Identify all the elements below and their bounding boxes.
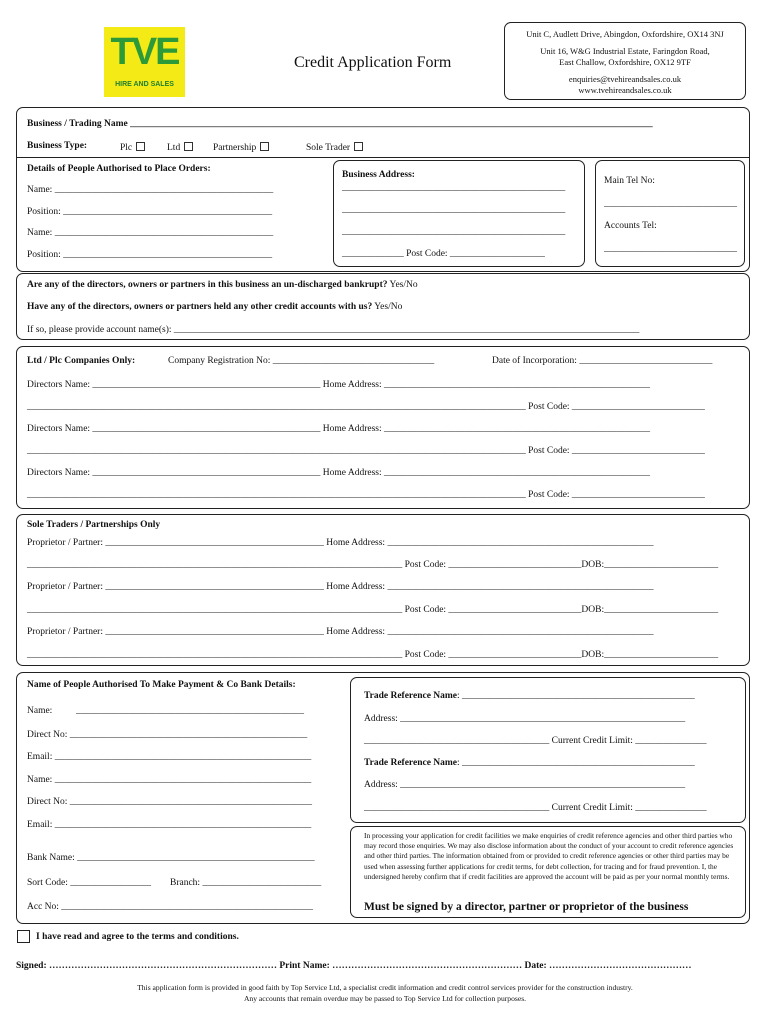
trade-ref-1-address[interactable]: Address: ____________________________________________________________ — [364, 714, 686, 724]
company-registration-field[interactable]: Company Registration No: __________________________________ — [168, 356, 435, 366]
type-plc-option[interactable] — [120, 142, 145, 154]
type-sole-trader-label: Sole Trader — [306, 143, 351, 153]
sole-traders-heading: Sole Traders / Partnerships Only — [27, 520, 161, 530]
address-line-1: Unit C, Audlett Drive, Abingdon, Oxfordshire, OX14 3NJ — [526, 29, 724, 39]
type-sole-trader-option[interactable] — [306, 142, 363, 154]
agree-checkbox[interactable] — [17, 930, 30, 943]
person-name-2[interactable]: Name: ______________________________________________ — [27, 228, 274, 238]
director-3-name[interactable]: Directors Name: ________________________________________________ Home Address: ________________________________________________________ — [27, 468, 651, 478]
person-position-2[interactable]: Position: ____________________________________________ — [27, 250, 273, 260]
proprietor-1-postcode[interactable]: _______________________________________________________________________________ Post Code: ____________________________DOB:________________________ — [27, 560, 719, 570]
bankrupt-question — [27, 281, 418, 291]
account-names-field[interactable]: If so, please provide account name(s): __________________________________________________________________________________________________ — [27, 325, 640, 335]
accounts-tel-field[interactable]: ____________________________ — [604, 244, 737, 254]
account-number-field[interactable]: Acc No: _____________________________________________________ — [27, 902, 314, 912]
incorporation-date-field[interactable]: Date of Incorporation: ____________________________ — [492, 356, 713, 366]
trade-ref-1-label: Trade Reference Name — [364, 691, 458, 701]
trade-ref-2-address[interactable]: Address: ____________________________________________________________ — [364, 780, 686, 790]
trade-ref-1-name[interactable] — [364, 692, 695, 702]
plc-checkbox[interactable] — [136, 142, 145, 151]
director-2-postcode[interactable]: _________________________________________________________________________________________________________ Post Code: ____________________________ — [27, 446, 705, 456]
prior-accounts-question — [27, 303, 402, 313]
payer-1-direct-no[interactable]: Direct No: __________________________________________________ — [27, 730, 308, 740]
bank-name-field[interactable]: Bank Name: __________________________________________________ — [27, 853, 315, 863]
signature-line[interactable]: Signed: ……………………………………………………………… Print Name: …………………………………………………… Date: ……………………………………… — [16, 961, 692, 971]
payer-1-email[interactable]: Email: ______________________________________________________ — [27, 752, 312, 762]
director-2-name[interactable]: Directors Name: ________________________________________________ Home Address: ________________________________________________________ — [27, 424, 651, 434]
trading-name-field[interactable]: Business / Trading Name ______________________________________________________________________________________________________________ — [27, 119, 653, 129]
business-address-line-1[interactable]: _______________________________________________ — [342, 183, 566, 193]
proprietor-3-postcode[interactable]: _______________________________________________________________________________ Post Code: ____________________________DOB:________________________ — [27, 650, 719, 660]
payment-heading: Name of People Authorised To Make Payment & Co Bank Details: — [27, 680, 296, 690]
proprietor-1-name[interactable]: Proprietor / Partner: ______________________________________________ Home Address: ________________________________________________________ — [27, 538, 654, 548]
footer-line-2: Any accounts that remain overdue may be passed to Top Service Ltd for collection purposes. — [243, 994, 527, 1003]
partnership-checkbox[interactable] — [260, 142, 269, 151]
director-3-postcode[interactable]: _________________________________________________________________________________________________________ Post Code: ____________________________ — [27, 490, 705, 500]
sort-code-field[interactable]: Sort Code: _________________ — [27, 878, 152, 888]
tve-logo — [104, 27, 185, 97]
business-postcode[interactable]: _____________ Post Code: ____________________ — [342, 249, 545, 259]
trade-ref-2-credit-limit[interactable]: _______________________________________ Current Credit Limit: _______________ — [364, 803, 707, 813]
main-tel-label: Main Tel No: — [604, 176, 655, 186]
person-name-1[interactable]: Name: ______________________________________________ — [27, 185, 274, 195]
person-position-1[interactable]: Position: ____________________________________________ — [27, 207, 273, 217]
must-sign-notice: Must be signed by a director, partner or proprietor of the business — [364, 901, 689, 913]
type-partnership-label: Partnership — [213, 143, 257, 153]
footer-line-1: This application form is provided in good faith by Top Service Ltd, a specialist credit information and credit control services provider for the construction industry. — [137, 983, 633, 992]
section-divider — [16, 157, 750, 158]
logo-subtitle: HIRE AND SALES — [115, 81, 174, 88]
business-address-line-2[interactable]: _______________________________________________ — [342, 205, 566, 215]
trade-ref-2-name[interactable] — [364, 759, 695, 769]
prior-accounts-answer[interactable]: Yes/No — [374, 302, 403, 312]
address-line-3: East Challow, Oxfordshire, OX12 9TF — [559, 57, 691, 67]
payer-1-name-field[interactable]: ________________________________________________ — [76, 706, 304, 716]
trade-ref-2-line: : _________________________________________________ — [457, 758, 695, 768]
director-1-postcode[interactable]: _________________________________________________________________________________________________________ Post Code: ____________________________ — [27, 402, 705, 412]
ltd-checkbox[interactable] — [184, 142, 193, 151]
credit-statement: In processing your application for credit facilities we make enquiries of credit reference agencies and other third parties who may record those enquiries. We may also disclose information about the conduct of your account to credit reference agencies and other third parties. The information obtained from or provided to credit reference agencies or other third parties may be used when assessing further applications for credit terms, for debt collection, for tracing and for fraud prevention. I, the undersigned hereby confirm that if credit facilities are approved the account will be paid as per your normal monthly terms. — [364, 831, 734, 881]
business-address-line-3[interactable]: _______________________________________________ — [342, 227, 566, 237]
bankrupt-answer[interactable]: Yes/No — [389, 280, 418, 290]
address-email[interactable]: enquiries@tvehireandsales.co.uk — [568, 74, 682, 84]
agree-label: I have read and agree to the terms and conditions. — [36, 932, 239, 942]
sole-trader-checkbox[interactable] — [354, 142, 363, 151]
business-type-label: Business Type: — [27, 141, 88, 151]
logo-mark: TVE — [110, 31, 179, 73]
payer-2-email[interactable]: Email: ______________________________________________________ — [27, 820, 312, 830]
director-1-name[interactable]: Directors Name: ________________________________________________ Home Address: ________________________________________________________ — [27, 380, 651, 390]
payer-2-direct-no[interactable]: Direct No: ___________________________________________________ — [27, 797, 312, 807]
trade-ref-1-line: : _________________________________________________ — [457, 691, 695, 701]
address-website[interactable]: www.tvehireandsales.co.uk — [578, 85, 672, 95]
proprietor-2-postcode[interactable]: _______________________________________________________________________________ Post Code: ____________________________DOB:________________________ — [27, 605, 719, 615]
trade-ref-1-credit-limit[interactable]: _______________________________________ Current Credit Limit: _______________ — [364, 736, 707, 746]
people-heading: Details of People Authorised to Place Orders: — [27, 164, 211, 174]
payer-2-name[interactable]: Name: ______________________________________________________ — [27, 775, 312, 785]
payer-1-name-label: Name: — [27, 706, 53, 716]
business-address-label: Business Address: — [342, 170, 415, 180]
accounts-tel-label: Accounts Tel: — [604, 221, 657, 231]
branch-field[interactable]: Branch: _________________________ — [170, 878, 322, 888]
trade-ref-2-label: Trade Reference Name — [364, 758, 458, 768]
type-plc-label: Plc — [120, 143, 133, 153]
ltd-plc-heading: Ltd / Plc Companies Only: — [27, 356, 136, 366]
type-ltd-label: Ltd — [167, 143, 181, 153]
proprietor-2-name[interactable]: Proprietor / Partner: ______________________________________________ Home Address: ________________________________________________________ — [27, 582, 654, 592]
type-partnership-option[interactable] — [213, 142, 269, 154]
proprietor-3-name[interactable]: Proprietor / Partner: ______________________________________________ Home Address: ________________________________________________________ — [27, 627, 654, 637]
prior-accounts-question-text: Have any of the directors, owners or partners held any other credit accounts with us? — [27, 302, 373, 312]
bankrupt-question-text: Are any of the directors, owners or partners in this business an un-discharged bankrupt? — [27, 280, 388, 290]
type-ltd-option[interactable] — [167, 142, 193, 154]
main-tel-field[interactable]: ____________________________ — [604, 199, 737, 209]
address-line-2: Unit 16, W&G Industrial Estate, Faringdon Road, — [540, 46, 710, 56]
form-title: Credit Application Form — [294, 54, 452, 71]
